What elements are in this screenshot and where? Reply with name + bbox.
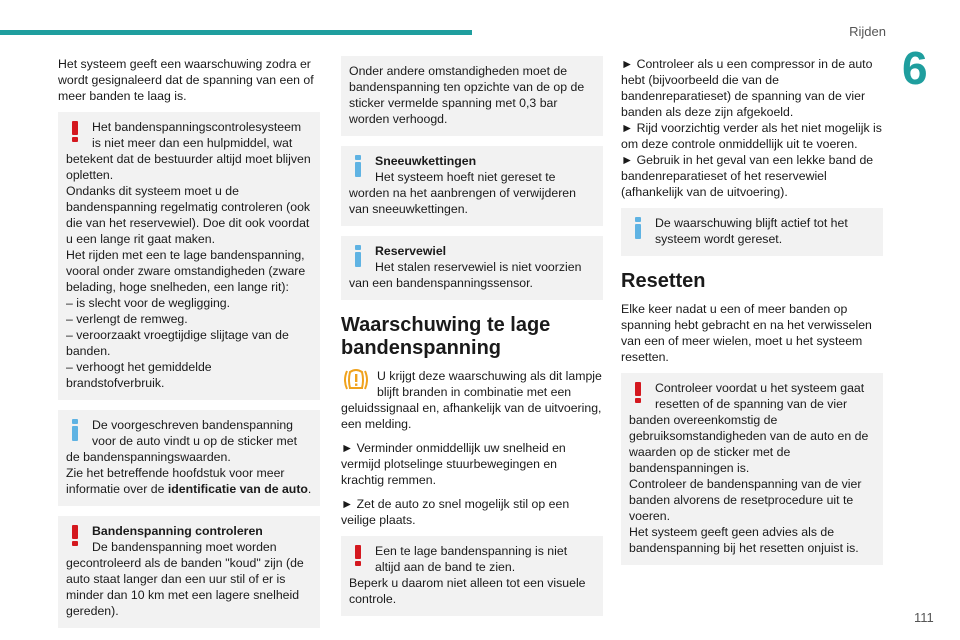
intro-paragraph: Het systeem geeft een waarschuwing zodra er wordt gesignaleerd dat de spanning van een of meer banden te laag is. [58,57,314,103]
warning-list-item: – is slecht voor de wegligging. [66,296,231,310]
warning-line: Het systeem geeft geen advies als de bandenspanning bij het resetten onjuist is. [629,525,859,555]
info-title: Reservewiel [375,244,447,258]
column-3 [621,56,883,575]
warning-box-reset [621,373,883,565]
warning-line: Controleer voordat u het systeem gaat resetten of de spanning van de vier banden overeenkomstig de gebruiksomstandigheden van de auto en de waarden op de sticker met de bandenspanningen is. [629,381,869,475]
info-box-reset-active [621,208,883,256]
info-box-sticker [58,410,320,506]
warning-line: Beperk u daarom niet alleen tot een visuele controle. [349,576,586,606]
info-box-snow-chains [341,146,603,226]
warning-text: De bandenspanning moet worden gecontroleerd als de banden "koud" zijn (de auto staat langer dan een uur stil of er is minder dan 10 km met een lagere snelheid gereden). [66,540,304,618]
section-heading-reset: Resetten [621,270,706,292]
warning-light-paragraph: U krijgt deze waarschuwing als dit lampje blijft branden in combinatie met een geluidssignaal en, afhankelijk van de uitvoering, een melding. [341,369,602,431]
warning-line: Het rijden met een te lage bandenspanning, vooral onder zware omstandigheden (zware belading, hoge snelheden, een lange rit): [66,248,306,294]
info-line: De voorgeschreven bandenspanning voor de auto vindt u op de sticker met de bandenspanningswaarden. [66,418,298,464]
instruction-step: ► Controleer als u een compressor in de auto hebt (bijvoorbeeld die van de bandenreparatieset) de spanning van de vier banden als deze zijn afgekoeld. [621,57,873,119]
instruction-step: ► Rijd voorzichtig verder als het niet mogelijk is om deze controle onmiddellijk uit te voeren. [621,121,882,151]
warning-list-item: – verlengt de remweg. [66,312,188,326]
page-number: 111 [914,610,934,625]
info-icon [629,215,653,245]
chapter-number: 6 [902,42,928,94]
header-accent-bar [0,30,472,35]
warning-line: Ondanks dit systeem moet u de bandenspanning regelmatig controleren (ook die van het reservewiel). Doe dit ook voordat u een lange rit gaat maken. [66,184,311,246]
reset-paragraph: Elke keer nadat u een of meer banden op spanning hebt gebracht en na het verwisselen van een of meer wielen, moet u het systeem resetten. [621,302,872,364]
info-icon [349,153,373,183]
instruction-step: ► Verminder onmiddellijk uw snelheid en vermijd plotselinge stuurbewegingen en krachtig remmen. [341,441,566,487]
warning-list-item: – verhoogt het gemiddelde brandstofverbruik. [66,360,212,390]
section-title: Rijden [849,24,886,39]
warning-icon [349,543,373,573]
warning-box-monitoring [58,112,320,400]
warning-icon [66,523,90,553]
warning-box-check-pressure [58,516,320,628]
column-2 [341,56,603,626]
column-1 [58,56,320,638]
warning-title: Bandenspanning controleren [92,524,263,538]
instruction-step: ► Zet de auto zo snel mogelijk stil op een veilige plaats. [341,497,570,527]
info-text: Het stalen reservewiel is niet voorzien van een bandenspanningssensor. [349,260,582,290]
warning-line: Controleer de bandenspanning van de vier banden alvorens de resetprocedure uit te voeren. [629,477,862,523]
warning-line: Het bandenspanningscontrolesysteem is niet meer dan een hulpmiddel, wat betekent dat de bestuurder altijd moet blijven opletten. [66,120,311,182]
info-icon [349,243,373,273]
info-line: Zie het betreffende hoofdstuk voor meer informatie over de identificatie van de auto. [66,466,312,496]
info-title: Sneeuwkettingen [375,154,477,168]
section-heading-low-pressure: Waarschuwing te lage bandenspanning [341,314,551,359]
warning-list-item: – veroorzaakt vroegtijdige slijtage van de banden. [66,328,289,358]
warning-icon [629,380,653,410]
info-icon [66,417,90,447]
info-box-spare-wheel [341,236,603,300]
note-box-pressure-increase: Onder andere omstandigheden moet de bandenspanning ten opzichte van de op de sticker vermelde spanning met 0,3 bar worden verhoogd. [341,56,603,136]
info-text: De waarschuwing blijft actief tot het systeem wordt gereset. [655,216,848,246]
instruction-step: ► Gebruik in het geval van een lekke band de bandenreparatieset of het reservewiel (afhankelijk van de uitvoering). [621,153,874,199]
info-text: Het systeem hoeft niet gereset te worden na het aanbrengen of verwijderen van sneeuwkettingen. [349,170,576,216]
tyre-pressure-warning-icon [341,368,377,396]
warning-box-visual-check [341,536,603,616]
warning-line: Een te lage bandenspanning is niet altijd aan de band te zien. [375,544,568,574]
identification-link-text: identificatie van de auto [167,482,308,496]
warning-icon [66,119,90,149]
